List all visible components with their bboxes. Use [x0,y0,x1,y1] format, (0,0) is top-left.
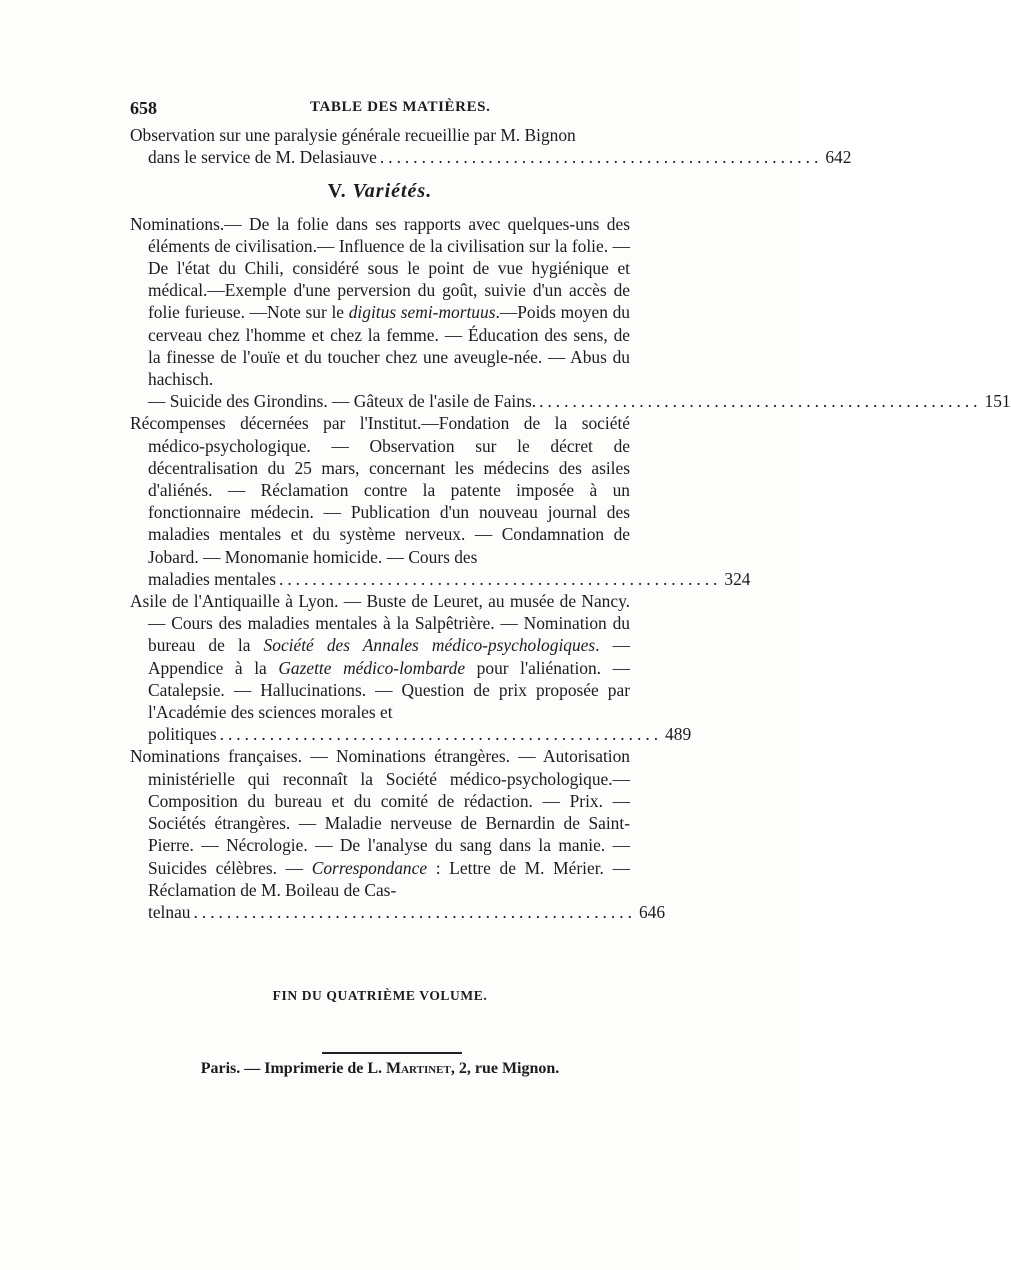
toc-entry-asile-lyon [130,590,692,745]
toc-entry-italic: digitus semi-mortuus [348,302,496,323]
divider-rule [322,1052,462,1054]
toc-entry-text: Observation sur une paralysie générale recueillie par M. Bignon [130,125,576,145]
toc-entry-recompenses [130,412,751,590]
imprint-printer: Martinet [386,1060,451,1077]
toc-page-ref: 646 [638,901,666,922]
dot-leader: ..................................................... [278,568,722,589]
toc-page-ref: 642 [825,147,852,168]
imprint-prefix: Paris. — Imprimerie de L. [200,1060,386,1077]
toc-entry-italic: Société des Annales médico-psychologiques [263,635,596,656]
running-title: TABLE DES MATIÈRES. [310,99,491,115]
toc-entry-nominations [130,213,1011,413]
toc-page-ref: 324 [724,568,751,589]
toc-entry-text: Asile de l'Antiquaille à Lyon. — Buste de Leuret, au musée de Nancy. — Cours des maladies mentales à la Salpêtrière. — Nomination du bureau de la [130,591,630,656]
dot-leader: ..................................................... [219,724,663,745]
toc-entry-text: Nominations françaises. — Nominations étrangères. — Autorisation ministérielle qui reconnaît la Société médico-psychologique.—Composition du bureau et du comité de rédaction. — Prix. — Sociétés étrangères. — Maladie nerveuse de Bernardin de Saint-Pierre. — Nécrologie. — De l'analyse du sang dans la manie. — Suicides célèbres. — [130,746,630,878]
toc-entry-text: pour l'aliénation. — Catalepsie. — Hallucinations. — Question de prix proposée par l'Académie des sciences morales et [148,657,630,723]
toc-entry-text: : Lettre de M. Mérier. — Réclamation de M. Boileau de Cas- [148,857,630,900]
toc-entry-observation [130,124,852,168]
toc-entry-text: Récompenses décernées par l'Institut.—Fondation de la société médico-psychologique. — Observation sur le décret de décentralisation du 25 mars, concernant les médecins des asiles d'aliénés. — Réclamation contre la patente imposée à un fonctionnaire médecin. — Publication d'un nouveau journal des maladies mentales et du système nerveux. — Condamnation de Jobard. — Monomanie homicide. — Cours des [130,413,630,567]
toc-page-ref: 489 [665,724,692,745]
toc-entry-last-line: — Suicide des Girondins. — Gâteux de l'asile de Fains. [148,391,537,412]
toc-entry-text: Nominations.— De la folie dans ses rapports avec quelques-uns des éléments de civilisation.— Influence de la civilisation sur la folie. — De l'état du Chili, considéré sous le point de vue hygiénique et médical.—Exemple d'une perversion du goût, suivie d'un accès de folie furieuse. —Note sur le [130,213,630,323]
toc-page-ref: 151 [984,391,1011,412]
toc-entry-last-line: telnau [148,901,191,922]
toc-entry-nominations-francaises [130,745,666,923]
section-title: Variétés. [352,180,433,203]
running-header [130,98,630,122]
toc-entry-last-line: maladies mentales [148,568,276,589]
toc-entry-text: . — Appendice à la [148,635,630,678]
end-of-volume: FIN DU QUATRIÈME VOLUME. [272,988,488,1003]
imprint-suffix: , 2, rue Mignon. [450,1060,560,1077]
dot-leader: ..................................................... [539,391,982,412]
dot-leader: ..................................................... [379,147,823,168]
toc-body [130,124,1011,923]
printer-imprint [130,1060,630,1078]
toc-entry-text: .—Poids moyen du cerveau chez l'homme et chez la femme. — Éducation des sens, de la finesse de l'ouïe et du toucher chez une aveugle-née. — Abus du hachisch. [148,302,630,390]
toc-entry-last-line: dans le service de M. Delasiauve [148,147,377,168]
toc-entry-last-line: politiques [148,724,217,745]
section-number: V. [327,180,347,203]
dot-leader: ..................................................... [193,901,636,922]
toc-entry-italic: Correspondance [311,857,428,878]
section-heading [130,180,630,202]
toc-entry-italic: Gazette médico-lombarde [278,657,466,678]
page-number: 658 [130,98,157,118]
